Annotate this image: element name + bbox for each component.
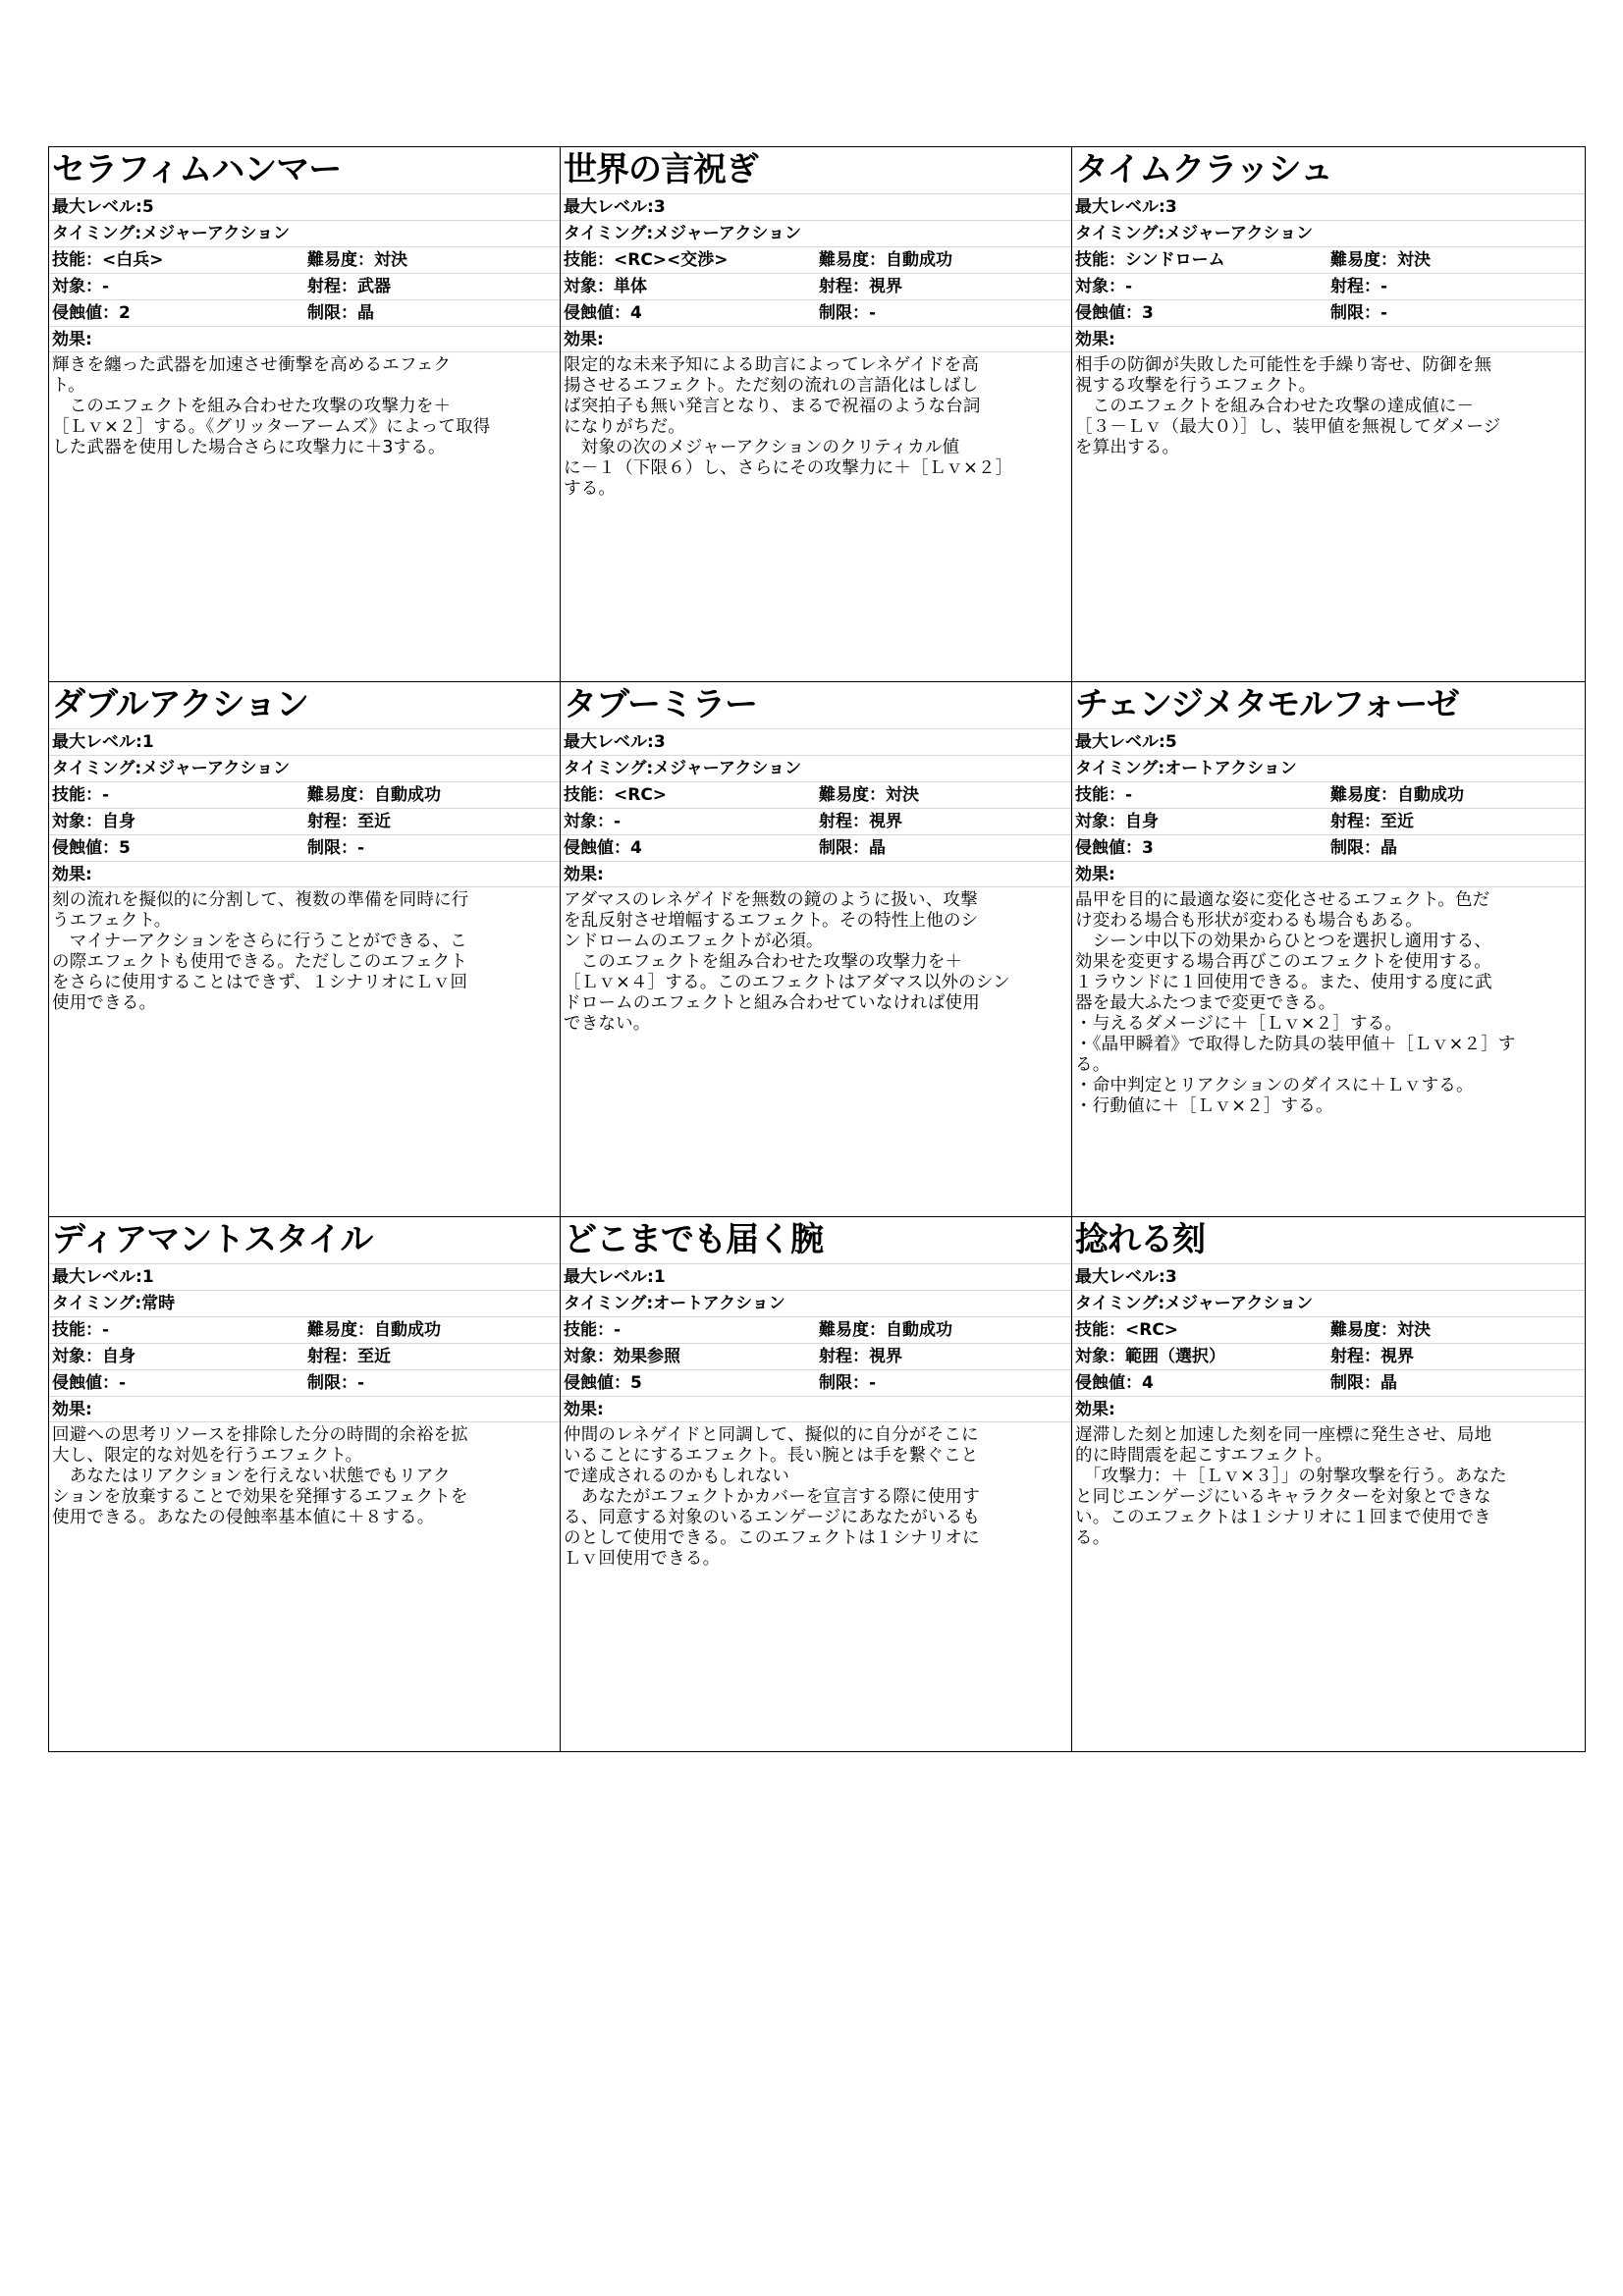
effect-card	[1072, 682, 1586, 1217]
limit-label: 制限：	[1330, 838, 1380, 858]
skill-difficulty-row	[561, 1317, 1071, 1344]
skill-difficulty-row	[561, 782, 1071, 809]
skill-value: シンドローム	[1125, 250, 1225, 270]
target-value: -	[614, 812, 622, 831]
skill-value: -	[102, 785, 110, 805]
erosion-value: 3	[1142, 303, 1154, 323]
skill-label: 技能：	[1075, 250, 1125, 270]
skill-label: 技能：	[564, 785, 614, 805]
max-level-value: 5	[1164, 732, 1177, 752]
target-range-row	[49, 274, 560, 300]
effect-card	[561, 682, 1072, 1217]
timing-value: メジャーアクション	[141, 224, 291, 243]
effect-title: チェンジメタモルフォーゼ	[1072, 682, 1585, 729]
erosion-limit-row	[1072, 300, 1585, 327]
max-level-value: 3	[1164, 197, 1177, 217]
skill-label: 技能：	[564, 250, 614, 270]
difficulty-label: 難易度：	[1330, 1320, 1397, 1340]
target-label: 対象：	[564, 812, 614, 831]
target-label: 対象：	[564, 277, 614, 296]
timing-value: メジャーアクション	[1164, 224, 1314, 243]
target-range-row	[49, 1344, 560, 1370]
effect-description: 回避への思考リソースを排除した分の時間的余裕を拡 大し、限定的な対処を行うエフェクト。 あなたはリアクションを行えない状態でもリアク ションを放棄することで効果を発揮するエフェクトを 使用できる。あなたの侵蝕率基本値に＋８する。	[52, 1425, 468, 1527]
limit-label: 制限：	[819, 838, 869, 858]
skill-value: -	[102, 1320, 110, 1340]
skill-value: -	[614, 1320, 622, 1340]
range-label: 射程：	[1330, 812, 1380, 831]
difficulty-value: 対決	[1397, 1320, 1431, 1340]
target-label: 対象：	[52, 812, 102, 831]
effect-description: 遅滞した刻と加速した刻を同一座標に発生させ、局地 的に時間震を起こすエフェクト。 「攻撃力：＋［Ｌｖ×３］」の射撃攻撃を行う。あなた と同じエンゲージにいるキャラクターを対象とできな い。このエフェクトは１シナリオに１回まで使用でき る。	[1075, 1425, 1507, 1548]
difficulty-value: 対決	[886, 785, 919, 805]
difficulty-value: 自動成功	[886, 1320, 952, 1340]
skill-value: <白兵>	[102, 250, 164, 270]
timing-label: タイミング:	[52, 224, 142, 243]
limit-value: 晶	[1380, 838, 1397, 858]
skill-value: <RC>	[1125, 1320, 1179, 1340]
difficulty-value: 自動成功	[374, 785, 441, 805]
limit-value: -	[357, 1373, 365, 1393]
max-level-label: 最大レベル:	[52, 732, 142, 752]
difficulty-label: 難易度：	[819, 250, 886, 270]
target-label: 対象：	[1075, 812, 1125, 831]
difficulty-value: 自動成功	[1397, 785, 1464, 805]
effect-title: 世界の言祝ぎ	[561, 147, 1071, 194]
erosion-value: 5	[630, 1373, 642, 1393]
target-value: 自身	[102, 1347, 135, 1366]
target-label: 対象：	[564, 1347, 614, 1366]
difficulty-value: 対決	[374, 250, 407, 270]
difficulty-label: 難易度：	[1330, 785, 1397, 805]
difficulty-label: 難易度：	[307, 1320, 374, 1340]
erosion-value: -	[119, 1373, 127, 1393]
effect-card	[1072, 147, 1586, 682]
effect-label: 効果:	[561, 327, 1071, 352]
effect-title: セラフィムハンマー	[49, 147, 560, 194]
timing-row	[1072, 221, 1585, 247]
skill-difficulty-row	[1072, 247, 1585, 274]
target-label: 対象：	[52, 1347, 102, 1366]
target-value: 自身	[1125, 812, 1159, 831]
effect-description: 刻の流れを擬似的に分割して、複数の準備を同時に行 うエフェクト。 マイナーアクションをさらに行うことができる、こ の際エフェクトも使用できる。ただしこのエフェクト をさらに使用することはできず、１シナリオにＬｖ回 使用できる。	[52, 890, 469, 1013]
difficulty-label: 難易度：	[819, 785, 886, 805]
range-label: 射程：	[307, 1347, 357, 1366]
timing-row	[49, 756, 560, 782]
timing-label: タイミング:	[1075, 759, 1165, 778]
erosion-limit-row	[1072, 835, 1585, 862]
target-label: 対象：	[1075, 1347, 1125, 1366]
skill-value: <RC>	[614, 785, 668, 805]
range-value: 武器	[357, 277, 391, 296]
limit-label: 制限：	[307, 303, 357, 323]
target-range-row	[1072, 809, 1585, 835]
target-label: 対象：	[52, 277, 102, 296]
range-label: 射程：	[307, 812, 357, 831]
max-level-label: 最大レベル:	[564, 732, 654, 752]
timing-value: オートアクション	[653, 1294, 785, 1313]
range-value: 視界	[1380, 1347, 1414, 1366]
limit-value: -	[357, 838, 365, 858]
skill-label: 技能：	[52, 250, 102, 270]
effect-description: アダマスのレネゲイドを無数の鏡のように扱い、攻撃 を乱反射させ増幅するエフェクト。その特性上他のシ ンドロームのエフェクトが必須。 このエフェクトを組み合わせた攻撃の攻撃力を＋ ［Ｌｖ×４］する。このエフェクトはアダマス以外のシン ドロームのエフェクトと組み合わせていなければ使用 できない。	[564, 890, 1010, 1034]
skill-difficulty-row	[49, 247, 560, 274]
timing-value: メジャーアクション	[1164, 1294, 1314, 1313]
max-level-row	[1072, 194, 1585, 221]
effect-description: 相手の防御が失敗した可能性を手繰り寄せ、防御を無 視する攻撃を行うエフェクト。 このエフェクトを組み合わせた攻撃の達成値に－ ［３－Ｌｖ（最大０）］し、装甲値を無視してダメージ を算出する。	[1075, 355, 1501, 457]
timing-label: タイミング:	[1075, 224, 1165, 243]
max-level-value: 3	[1164, 1267, 1177, 1287]
effect-card	[49, 682, 561, 1217]
erosion-label: 侵蝕値：	[1075, 1373, 1142, 1393]
timing-row	[561, 1291, 1071, 1317]
effect-description: 仲間のレネゲイドと同調して、擬似的に自分がそこに いることにするエフェクト。長い腕とは手を繋ぐこと で達成されるのかもしれない あなたがエフェクトかカバーを宣言する際に使用す る、同意する対象のいるエンゲージにあなたがいるも のとして使用できる。このエフェクトは１シナリオに Ｌｖ回使用できる。	[564, 1425, 981, 1569]
range-value: 至近	[357, 812, 391, 831]
timing-row	[49, 1291, 560, 1317]
limit-label: 制限：	[1330, 303, 1380, 323]
limit-value: -	[1380, 303, 1388, 323]
limit-label: 制限：	[307, 1373, 357, 1393]
skill-difficulty-row	[561, 247, 1071, 274]
target-range-row	[561, 274, 1071, 300]
timing-value: オートアクション	[1164, 759, 1297, 778]
max-level-label: 最大レベル:	[1075, 732, 1165, 752]
effect-card	[561, 1217, 1072, 1752]
skill-label: 技能：	[1075, 785, 1125, 805]
erosion-label: 侵蝕値：	[1075, 838, 1142, 858]
skill-label: 技能：	[564, 1320, 614, 1340]
difficulty-label: 難易度：	[307, 785, 374, 805]
max-level-row	[49, 1264, 560, 1291]
erosion-value: 4	[630, 303, 642, 323]
timing-label: タイミング:	[564, 224, 654, 243]
erosion-limit-row	[561, 300, 1071, 327]
effect-title: タイムクラッシュ	[1072, 147, 1585, 194]
range-label: 射程：	[819, 1347, 869, 1366]
target-value: -	[102, 277, 110, 296]
range-label: 射程：	[819, 812, 869, 831]
range-value: 視界	[869, 812, 902, 831]
max-level-value: 3	[653, 732, 666, 752]
difficulty-value: 自動成功	[886, 250, 952, 270]
limit-label: 制限：	[1330, 1373, 1380, 1393]
erosion-label: 侵蝕値：	[564, 303, 630, 323]
timing-row	[561, 756, 1071, 782]
target-range-row	[49, 809, 560, 835]
timing-row	[561, 221, 1071, 247]
range-label: 射程：	[1330, 277, 1380, 296]
target-value: 効果参照	[614, 1347, 680, 1366]
skill-label: 技能：	[52, 785, 102, 805]
limit-value: -	[869, 1373, 877, 1393]
effect-title: タブーミラー	[561, 682, 1071, 729]
limit-value: 晶	[357, 303, 374, 323]
target-value: -	[1125, 277, 1133, 296]
timing-label: タイミング:	[564, 759, 654, 778]
effect-description: 限定的な未来予知による助言によってレネゲイドを高 揚させるエフェクト。ただ刻の流れの言語化はしばし ば突拍子も無い発言となり、まるで祝福のような台詞 になりがちだ。 対象の次のメジャーアクションのクリティカル値 に－１（下限６）し、さらにその攻撃力に＋［Ｌｖ×２］ する。	[564, 355, 1013, 499]
range-label: 射程：	[307, 277, 357, 296]
erosion-label: 侵蝕値：	[52, 1373, 119, 1393]
effect-label: 効果:	[561, 862, 1071, 887]
effect-card	[49, 147, 561, 682]
max-level-value: 1	[653, 1267, 666, 1287]
max-level-row	[1072, 729, 1585, 756]
erosion-label: 侵蝕値：	[1075, 303, 1142, 323]
effect-label: 効果:	[561, 1397, 1071, 1422]
skill-value: <RC><交渉>	[614, 250, 729, 270]
erosion-label: 侵蝕値：	[564, 838, 630, 858]
target-range-row	[561, 809, 1071, 835]
range-label: 射程：	[1330, 1347, 1380, 1366]
max-level-value: 1	[141, 1267, 154, 1287]
skill-difficulty-row	[49, 782, 560, 809]
effect-card	[49, 1217, 561, 1752]
target-value: 範囲（選択）	[1125, 1347, 1225, 1366]
range-value: 至近	[357, 1347, 391, 1366]
erosion-value: 2	[119, 303, 131, 323]
skill-label: 技能：	[1075, 1320, 1125, 1340]
erosion-label: 侵蝕値：	[52, 303, 119, 323]
timing-row	[1072, 756, 1585, 782]
max-level-label: 最大レベル:	[564, 197, 654, 217]
timing-label: タイミング:	[564, 1294, 654, 1313]
effect-title: 捻れる刻	[1072, 1217, 1585, 1264]
skill-difficulty-row	[49, 1317, 560, 1344]
difficulty-value: 自動成功	[374, 1320, 441, 1340]
timing-label: タイミング:	[52, 1294, 142, 1313]
target-range-row	[561, 1344, 1071, 1370]
limit-label: 制限：	[307, 838, 357, 858]
max-level-row	[561, 194, 1071, 221]
skill-difficulty-row	[1072, 782, 1585, 809]
max-level-label: 最大レベル:	[564, 1267, 654, 1287]
range-value: 視界	[869, 277, 902, 296]
erosion-limit-row	[49, 835, 560, 862]
timing-value: メジャーアクション	[653, 224, 802, 243]
target-range-row	[1072, 274, 1585, 300]
difficulty-value: 対決	[1397, 250, 1431, 270]
range-label: 射程：	[819, 277, 869, 296]
effect-title: どこまでも届く腕	[561, 1217, 1071, 1264]
max-level-label: 最大レベル:	[1075, 1267, 1165, 1287]
target-value: 自身	[102, 812, 135, 831]
target-value: 単体	[614, 277, 647, 296]
erosion-limit-row	[49, 1370, 560, 1397]
range-value: 至近	[1380, 812, 1414, 831]
max-level-label: 最大レベル:	[52, 1267, 142, 1287]
erosion-label: 侵蝕値：	[52, 838, 119, 858]
target-label: 対象：	[1075, 277, 1125, 296]
erosion-limit-row	[1072, 1370, 1585, 1397]
limit-value: 晶	[1380, 1373, 1397, 1393]
max-level-label: 最大レベル:	[52, 197, 142, 217]
difficulty-label: 難易度：	[1330, 250, 1397, 270]
target-range-row	[1072, 1344, 1585, 1370]
effect-title: ダブルアクション	[49, 682, 560, 729]
erosion-value: 4	[630, 838, 642, 858]
difficulty-label: 難易度：	[819, 1320, 886, 1340]
max-level-row	[561, 729, 1071, 756]
timing-value: メジャーアクション	[141, 759, 291, 778]
erosion-label: 侵蝕値：	[564, 1373, 630, 1393]
max-level-value: 5	[141, 197, 154, 217]
limit-label: 制限：	[819, 1373, 869, 1393]
erosion-value: 3	[1142, 838, 1154, 858]
erosion-limit-row	[561, 835, 1071, 862]
timing-row	[49, 221, 560, 247]
erosion-value: 4	[1142, 1373, 1154, 1393]
effect-label: 効果:	[49, 327, 560, 352]
difficulty-label: 難易度：	[307, 250, 374, 270]
effect-description: 輝きを纏った武器を加速させ衝撃を高めるエフェク ト。 このエフェクトを組み合わせた攻撃の攻撃力を＋ ［Ｌｖ×２］する。《グリッターアームズ》によって取得 した武器を使用した場合さらに攻撃力に＋3する。	[52, 355, 491, 457]
limit-value: 晶	[869, 838, 886, 858]
erosion-limit-row	[561, 1370, 1071, 1397]
max-level-row	[49, 729, 560, 756]
effect-label: 効果:	[1072, 1397, 1585, 1422]
range-value: 視界	[869, 1347, 902, 1366]
timing-label: タイミング:	[1075, 1294, 1165, 1313]
effect-label: 効果:	[1072, 862, 1585, 887]
limit-value: -	[869, 303, 877, 323]
timing-value: メジャーアクション	[653, 759, 802, 778]
effect-card	[561, 147, 1072, 682]
timing-row	[1072, 1291, 1585, 1317]
effect-label: 効果:	[49, 862, 560, 887]
skill-value: -	[1125, 785, 1133, 805]
max-level-value: 1	[141, 732, 154, 752]
timing-value: 常時	[141, 1294, 176, 1313]
range-value: -	[1380, 277, 1388, 296]
effect-label: 効果:	[49, 1397, 560, 1422]
skill-difficulty-row	[1072, 1317, 1585, 1344]
max-level-label: 最大レベル:	[1075, 197, 1165, 217]
effect-card	[1072, 1217, 1586, 1752]
max-level-row	[561, 1264, 1071, 1291]
max-level-value: 3	[653, 197, 666, 217]
erosion-value: 5	[119, 838, 131, 858]
max-level-row	[49, 194, 560, 221]
effect-label: 効果:	[1072, 327, 1585, 352]
skill-label: 技能：	[52, 1320, 102, 1340]
max-level-row	[1072, 1264, 1585, 1291]
effect-title: ディアマントスタイル	[49, 1217, 560, 1264]
timing-label: タイミング:	[52, 759, 142, 778]
effect-description: 晶甲を目的に最適な姿に変化させるエフェクト。色だ け変わる場合も形状が変わるも場合もある。 シーン中以下の効果からひとつを選択し適用する、 効果を変更する場合再びこのエフェクトを使用する。 １ラウンドに１回使用できる。また、使用する度に武 器を最大ふたつまで変更できる。 ・与えるダメージに＋［Ｌｖ×２］する。 ・《晶甲瞬着》で取得した防具の装甲値＋［Ｌｖ×２］す る。 ・命中判定とリアクションのダイスに＋Ｌｖする。 ・行動値に＋［Ｌｖ×２］する。	[1075, 890, 1516, 1116]
erosion-limit-row	[49, 300, 560, 327]
limit-label: 制限：	[819, 303, 869, 323]
effect-card-grid	[48, 146, 1586, 1752]
